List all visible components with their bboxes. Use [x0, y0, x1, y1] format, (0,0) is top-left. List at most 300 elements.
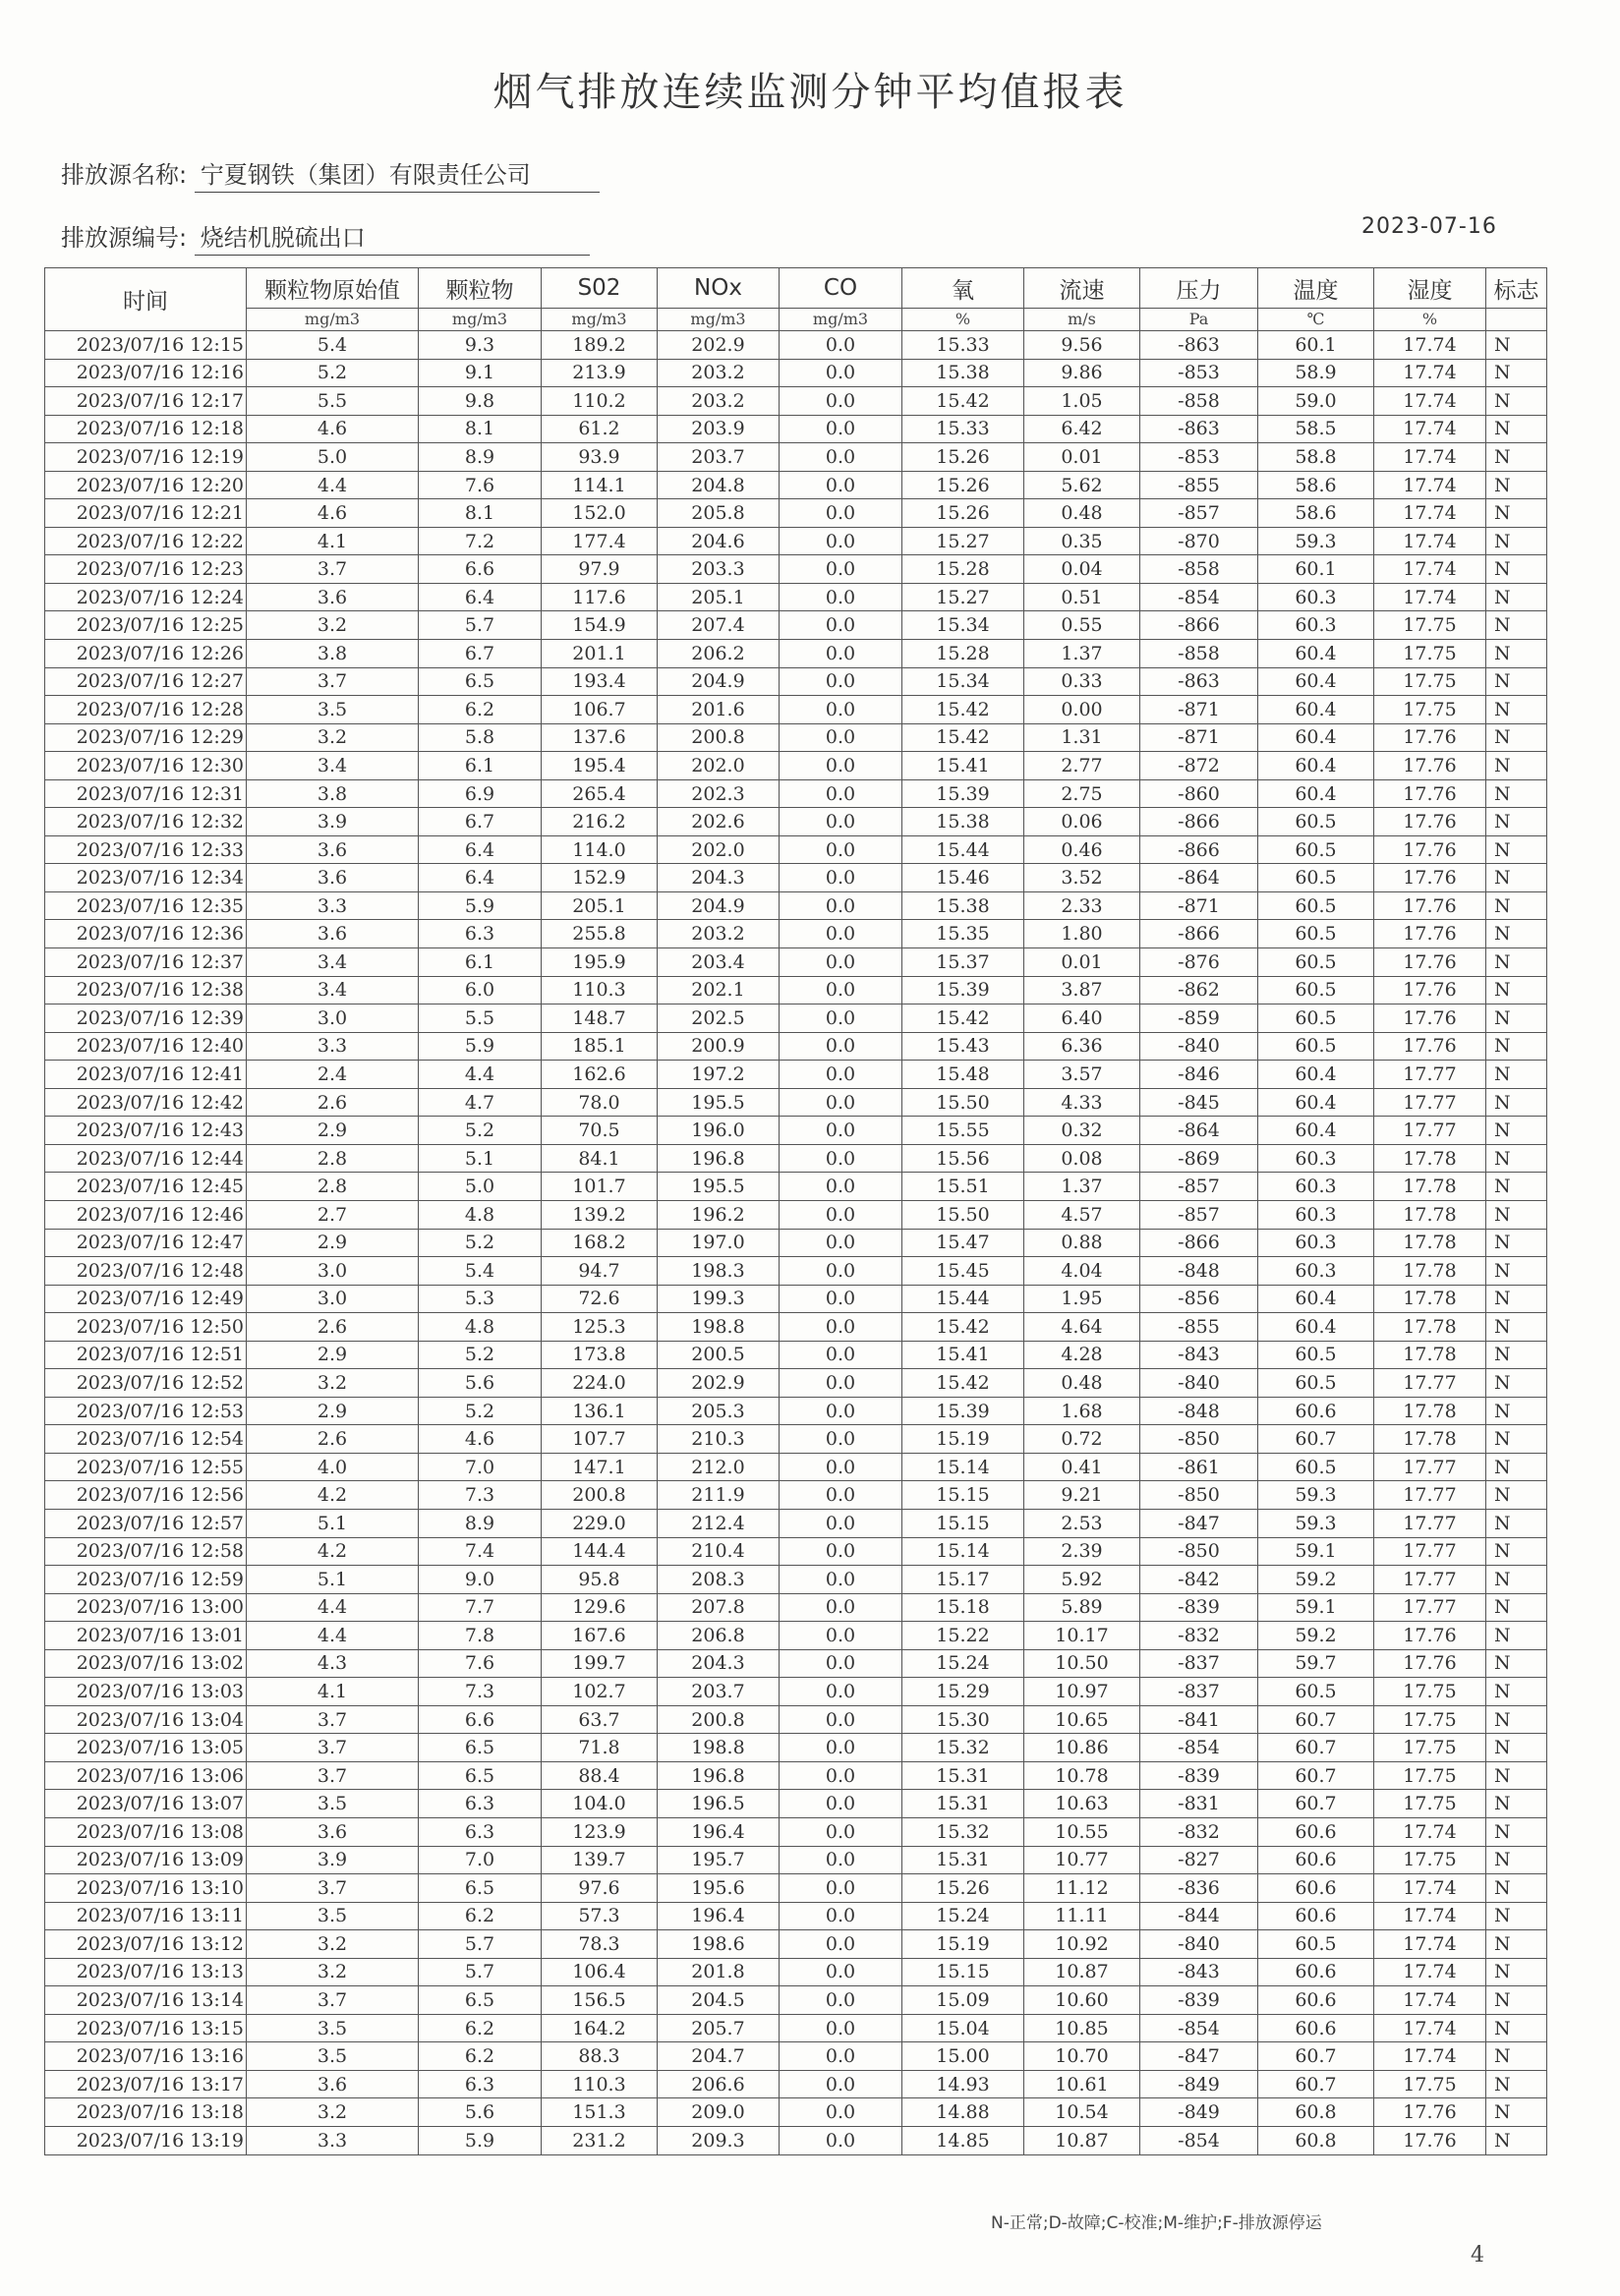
flag-cell: N: [1486, 1509, 1547, 1537]
value-cell: -853: [1140, 359, 1258, 387]
value-cell: 196.5: [658, 1790, 780, 1818]
value-cell: 2.7: [247, 1200, 419, 1229]
value-cell: 9.21: [1024, 1481, 1140, 1510]
value-cell: 173.8: [542, 1341, 658, 1369]
value-cell: -843: [1140, 1341, 1258, 1369]
value-cell: 4.6: [247, 415, 419, 443]
value-cell: -862: [1140, 976, 1258, 1004]
value-cell: 5.5: [247, 387, 419, 416]
value-cell: 3.6: [247, 835, 419, 864]
value-cell: 57.3: [542, 1902, 658, 1930]
value-cell: 17.76: [1374, 864, 1486, 892]
value-cell: 15.55: [902, 1117, 1024, 1145]
value-cell: 17.76: [1374, 808, 1486, 836]
value-cell: -843: [1140, 1958, 1258, 1986]
value-cell: 3.2: [247, 1958, 419, 1986]
value-cell: -849: [1140, 2098, 1258, 2127]
column-header: S02: [542, 268, 658, 309]
value-cell: 3.0: [247, 1004, 419, 1033]
value-cell: 17.75: [1374, 1734, 1486, 1762]
value-cell: 3.5: [247, 1790, 419, 1818]
value-cell: 137.6: [542, 723, 658, 752]
value-cell: 5.7: [419, 1958, 542, 1986]
value-cell: 203.2: [658, 359, 780, 387]
table-row: [45, 1930, 1547, 1959]
value-cell: 202.9: [658, 1369, 780, 1398]
value-cell: 2.53: [1024, 1509, 1140, 1537]
value-cell: 15.42: [902, 723, 1024, 752]
value-cell: 196.2: [658, 1200, 780, 1229]
value-cell: 0.0: [780, 835, 902, 864]
value-cell: 17.74: [1374, 359, 1486, 387]
value-cell: 206.2: [658, 640, 780, 668]
value-cell: 152.9: [542, 864, 658, 892]
time-cell: 2023/07/16 12:59: [45, 1566, 247, 1594]
value-cell: 1.31: [1024, 723, 1140, 752]
value-cell: 10.92: [1024, 1930, 1140, 1959]
table-row: [45, 1790, 1547, 1818]
value-cell: 58.5: [1258, 415, 1374, 443]
value-cell: -850: [1140, 1537, 1258, 1566]
value-cell: 199.7: [542, 1649, 658, 1678]
value-cell: 59.2: [1258, 1566, 1374, 1594]
value-cell: 3.2: [247, 1369, 419, 1398]
flag-cell: N: [1486, 1341, 1547, 1369]
value-cell: 15.50: [902, 1088, 1024, 1117]
value-cell: 196.4: [658, 1817, 780, 1846]
value-cell: 106.7: [542, 696, 658, 724]
value-cell: -866: [1140, 1229, 1258, 1257]
value-cell: 3.6: [247, 1817, 419, 1846]
value-cell: 60.6: [1258, 2014, 1374, 2042]
time-cell: 2023/07/16 12:40: [45, 1032, 247, 1061]
time-cell: 2023/07/16 12:30: [45, 752, 247, 780]
time-cell: 2023/07/16 12:27: [45, 667, 247, 696]
value-cell: 0.88: [1024, 1229, 1140, 1257]
value-cell: 5.2: [419, 1341, 542, 1369]
value-cell: 2.6: [247, 1425, 419, 1454]
value-cell: 17.78: [1374, 1397, 1486, 1425]
flag-cell: N: [1486, 1257, 1547, 1286]
value-cell: 6.5: [419, 667, 542, 696]
value-cell: 60.6: [1258, 1874, 1374, 1903]
flag-cell: N: [1486, 779, 1547, 808]
time-cell: 2023/07/16 12:44: [45, 1144, 247, 1173]
value-cell: 17.74: [1374, 1874, 1486, 1903]
value-cell: 204.5: [658, 1986, 780, 2015]
column-header: 颗粒物原始值: [247, 268, 419, 309]
value-cell: 15.26: [902, 471, 1024, 499]
value-cell: 60.6: [1258, 1846, 1374, 1874]
value-cell: 4.28: [1024, 1341, 1140, 1369]
flag-cell: N: [1486, 1088, 1547, 1117]
value-cell: 17.77: [1374, 1369, 1486, 1398]
value-cell: 17.74: [1374, 415, 1486, 443]
value-cell: 207.8: [658, 1593, 780, 1622]
column-unit: %: [1374, 309, 1486, 331]
value-cell: 211.9: [658, 1481, 780, 1510]
table-row: [45, 948, 1547, 977]
value-cell: 60.6: [1258, 1958, 1374, 1986]
value-cell: 7.0: [419, 1846, 542, 1874]
value-cell: 15.14: [902, 1537, 1024, 1566]
flag-cell: N: [1486, 583, 1547, 611]
value-cell: 0.48: [1024, 499, 1140, 528]
value-cell: 78.3: [542, 1930, 658, 1959]
value-cell: 0.55: [1024, 611, 1140, 640]
value-cell: 60.4: [1258, 1117, 1374, 1145]
flag-cell: N: [1486, 1790, 1547, 1818]
value-cell: 1.68: [1024, 1397, 1140, 1425]
value-cell: 114.0: [542, 835, 658, 864]
time-cell: 2023/07/16 12:42: [45, 1088, 247, 1117]
value-cell: 15.26: [902, 443, 1024, 472]
value-cell: 203.2: [658, 920, 780, 948]
value-cell: -847: [1140, 2042, 1258, 2071]
value-cell: 0.35: [1024, 527, 1140, 555]
flag-cell: N: [1486, 891, 1547, 920]
value-cell: 58.9: [1258, 359, 1374, 387]
time-cell: 2023/07/16 12:18: [45, 415, 247, 443]
value-cell: 7.8: [419, 1622, 542, 1650]
value-cell: 88.3: [542, 2042, 658, 2071]
value-cell: 17.74: [1374, 2014, 1486, 2042]
value-cell: 10.70: [1024, 2042, 1140, 2071]
value-cell: 15.32: [902, 1817, 1024, 1846]
value-cell: -863: [1140, 331, 1258, 360]
value-cell: 60.5: [1258, 1369, 1374, 1398]
flag-cell: N: [1486, 1705, 1547, 1734]
value-cell: 60.4: [1258, 667, 1374, 696]
value-cell: 17.74: [1374, 555, 1486, 584]
value-cell: 6.36: [1024, 1032, 1140, 1061]
value-cell: 17.74: [1374, 387, 1486, 416]
value-cell: 15.33: [902, 331, 1024, 360]
value-cell: 5.2: [419, 1397, 542, 1425]
value-cell: 3.5: [247, 2042, 419, 2071]
value-cell: 15.26: [902, 1874, 1024, 1903]
value-cell: 4.4: [247, 1593, 419, 1622]
value-cell: 0.0: [780, 2070, 902, 2098]
value-cell: 17.75: [1374, 667, 1486, 696]
value-cell: 10.50: [1024, 1649, 1140, 1678]
value-cell: 198.3: [658, 1257, 780, 1286]
value-cell: 15.42: [902, 1313, 1024, 1342]
value-cell: 5.2: [247, 359, 419, 387]
value-cell: 200.5: [658, 1341, 780, 1369]
value-cell: 4.33: [1024, 1088, 1140, 1117]
value-cell: 3.3: [247, 2127, 419, 2155]
value-cell: 17.74: [1374, 1930, 1486, 1959]
value-cell: 206.8: [658, 1622, 780, 1650]
value-cell: 15.24: [902, 1649, 1024, 1678]
value-cell: 9.0: [419, 1566, 542, 1594]
value-cell: 200.8: [658, 1705, 780, 1734]
value-cell: -870: [1140, 527, 1258, 555]
value-cell: 6.42: [1024, 415, 1140, 443]
table-row: [45, 1874, 1547, 1903]
flag-cell: N: [1486, 1481, 1547, 1510]
table-row: [45, 1705, 1547, 1734]
column-unit: ℃: [1258, 309, 1374, 331]
flag-cell: N: [1486, 1593, 1547, 1622]
value-cell: 3.5: [247, 2014, 419, 2042]
value-cell: 4.2: [247, 1481, 419, 1510]
value-cell: -839: [1140, 1986, 1258, 2015]
value-cell: 4.6: [247, 499, 419, 528]
column-unit: mg/m3: [658, 309, 780, 331]
value-cell: 3.5: [247, 696, 419, 724]
value-cell: 196.0: [658, 1117, 780, 1145]
value-cell: 3.6: [247, 920, 419, 948]
flag-cell: N: [1486, 1566, 1547, 1594]
value-cell: -854: [1140, 583, 1258, 611]
value-cell: 0.0: [780, 948, 902, 977]
value-cell: 60.5: [1258, 864, 1374, 892]
value-cell: 17.76: [1374, 2098, 1486, 2127]
value-cell: 60.8: [1258, 2098, 1374, 2127]
time-cell: 2023/07/16 12:22: [45, 527, 247, 555]
value-cell: 196.8: [658, 1144, 780, 1173]
value-cell: 14.93: [902, 2070, 1024, 2098]
value-cell: 15.19: [902, 1930, 1024, 1959]
value-cell: 17.75: [1374, 2070, 1486, 2098]
value-cell: 3.57: [1024, 1061, 1140, 1089]
value-cell: 208.3: [658, 1566, 780, 1594]
value-cell: 4.3: [247, 1649, 419, 1678]
value-cell: 5.9: [419, 891, 542, 920]
flag-cell: N: [1486, 331, 1547, 360]
value-cell: 0.0: [780, 1817, 902, 1846]
value-cell: 15.17: [902, 1566, 1024, 1594]
value-cell: 17.75: [1374, 640, 1486, 668]
column-header: 标志: [1486, 268, 1547, 309]
time-cell: 2023/07/16 13:16: [45, 2042, 247, 2071]
time-cell: 2023/07/16 12:20: [45, 471, 247, 499]
value-cell: 5.3: [419, 1285, 542, 1313]
value-cell: 70.5: [542, 1117, 658, 1145]
header-row: [45, 268, 1547, 309]
value-cell: 3.4: [247, 752, 419, 780]
value-cell: 0.0: [780, 864, 902, 892]
value-cell: 6.7: [419, 640, 542, 668]
value-cell: 15.41: [902, 1341, 1024, 1369]
value-cell: -827: [1140, 1846, 1258, 1874]
value-cell: 204.9: [658, 891, 780, 920]
value-cell: 0.0: [780, 1593, 902, 1622]
value-cell: 8.9: [419, 443, 542, 472]
value-cell: 202.5: [658, 1004, 780, 1033]
value-cell: 15.42: [902, 387, 1024, 416]
value-cell: 209.0: [658, 2098, 780, 2127]
value-cell: 0.0: [780, 1705, 902, 1734]
column-unit: mg/m3: [419, 309, 542, 331]
column-header: 湿度: [1374, 268, 1486, 309]
time-cell: 2023/07/16 13:01: [45, 1622, 247, 1650]
value-cell: 0.01: [1024, 948, 1140, 977]
value-cell: 167.6: [542, 1622, 658, 1650]
table-row: [45, 331, 1547, 360]
value-cell: 17.74: [1374, 331, 1486, 360]
flag-cell: N: [1486, 1369, 1547, 1398]
table-row: [45, 471, 1547, 499]
value-cell: 60.6: [1258, 1817, 1374, 1846]
table-row: [45, 1734, 1547, 1762]
value-cell: 4.1: [247, 1678, 419, 1706]
value-cell: 185.1: [542, 1032, 658, 1061]
time-cell: 2023/07/16 12:48: [45, 1257, 247, 1286]
time-cell: 2023/07/16 12:28: [45, 696, 247, 724]
value-cell: 11.12: [1024, 1874, 1140, 1903]
table-row: [45, 1566, 1547, 1594]
value-cell: 6.4: [419, 583, 542, 611]
time-cell: 2023/07/16 12:29: [45, 723, 247, 752]
value-cell: 0.72: [1024, 1425, 1140, 1454]
value-cell: 3.7: [247, 1734, 419, 1762]
time-cell: 2023/07/16 12:34: [45, 864, 247, 892]
value-cell: 60.7: [1258, 2042, 1374, 2071]
value-cell: 0.0: [780, 1537, 902, 1566]
value-cell: -863: [1140, 415, 1258, 443]
page-number: 4: [1471, 2243, 1484, 2267]
value-cell: 17.77: [1374, 1566, 1486, 1594]
value-cell: 195.5: [658, 1173, 780, 1201]
value-cell: 0.0: [780, 1257, 902, 1286]
time-cell: 2023/07/16 12:45: [45, 1173, 247, 1201]
value-cell: 15.15: [902, 1481, 1024, 1510]
time-cell: 2023/07/16 12:50: [45, 1313, 247, 1342]
value-cell: 17.76: [1374, 948, 1486, 977]
value-cell: 58.6: [1258, 499, 1374, 528]
time-cell: 2023/07/16 13:05: [45, 1734, 247, 1762]
value-cell: -858: [1140, 555, 1258, 584]
value-cell: 0.0: [780, 1649, 902, 1678]
time-cell: 2023/07/16 12:17: [45, 387, 247, 416]
value-cell: 60.5: [1258, 1930, 1374, 1959]
value-cell: 4.4: [247, 471, 419, 499]
value-cell: 0.0: [780, 1734, 902, 1762]
value-cell: 5.6: [419, 1369, 542, 1398]
value-cell: 5.92: [1024, 1566, 1140, 1594]
value-cell: 10.63: [1024, 1790, 1140, 1818]
value-cell: 0.0: [780, 1566, 902, 1594]
value-cell: 2.77: [1024, 752, 1140, 780]
flag-cell: N: [1486, 920, 1547, 948]
table-row: [45, 920, 1547, 948]
value-cell: 5.62: [1024, 471, 1140, 499]
value-cell: 0.0: [780, 1032, 902, 1061]
value-cell: 205.1: [542, 891, 658, 920]
value-cell: 0.0: [780, 1004, 902, 1033]
value-cell: 7.6: [419, 471, 542, 499]
value-cell: -869: [1140, 1144, 1258, 1173]
time-cell: 2023/07/16 13:11: [45, 1902, 247, 1930]
value-cell: 1.95: [1024, 1285, 1140, 1313]
value-cell: 162.6: [542, 1061, 658, 1089]
value-cell: 63.7: [542, 1705, 658, 1734]
value-cell: 15.00: [902, 2042, 1024, 2071]
value-cell: 3.2: [247, 1930, 419, 1959]
value-cell: 3.6: [247, 2070, 419, 2098]
value-cell: -855: [1140, 471, 1258, 499]
value-cell: 60.5: [1258, 948, 1374, 977]
column-header: CO: [780, 268, 902, 309]
value-cell: 15.39: [902, 1397, 1024, 1425]
value-cell: 59.0: [1258, 387, 1374, 416]
table-row: [45, 1173, 1547, 1201]
table-row: [45, 527, 1547, 555]
value-cell: 58.8: [1258, 443, 1374, 472]
value-cell: 0.0: [780, 640, 902, 668]
value-cell: 17.74: [1374, 443, 1486, 472]
value-cell: 17.74: [1374, 2042, 1486, 2071]
flag-cell: N: [1486, 1313, 1547, 1342]
value-cell: 5.0: [247, 443, 419, 472]
flag-cell: N: [1486, 1117, 1547, 1145]
value-cell: 17.74: [1374, 1902, 1486, 1930]
time-cell: 2023/07/16 12:43: [45, 1117, 247, 1145]
value-cell: 60.5: [1258, 835, 1374, 864]
value-cell: 3.52: [1024, 864, 1140, 892]
value-cell: 17.74: [1374, 1958, 1486, 1986]
value-cell: 15.04: [902, 2014, 1024, 2042]
table-row: [45, 779, 1547, 808]
table-row: [45, 752, 1547, 780]
value-cell: 202.0: [658, 835, 780, 864]
value-cell: 15.42: [902, 1004, 1024, 1033]
value-cell: 15.34: [902, 667, 1024, 696]
table-row: [45, 1200, 1547, 1229]
time-cell: 2023/07/16 13:12: [45, 1930, 247, 1959]
flag-cell: N: [1486, 1846, 1547, 1874]
value-cell: -844: [1140, 1902, 1258, 1930]
value-cell: 0.0: [780, 1453, 902, 1481]
value-cell: 60.4: [1258, 1061, 1374, 1089]
value-cell: 3.7: [247, 1874, 419, 1903]
value-cell: -863: [1140, 667, 1258, 696]
table-row: [45, 2098, 1547, 2127]
value-cell: 6.1: [419, 752, 542, 780]
flag-cell: N: [1486, 2098, 1547, 2127]
value-cell: 212.0: [658, 1453, 780, 1481]
value-cell: 10.85: [1024, 2014, 1140, 2042]
value-cell: 3.8: [247, 640, 419, 668]
time-cell: 2023/07/16 13:08: [45, 1817, 247, 1846]
value-cell: -840: [1140, 1032, 1258, 1061]
value-cell: -856: [1140, 1285, 1258, 1313]
value-cell: 17.76: [1374, 1649, 1486, 1678]
value-cell: 6.3: [419, 1817, 542, 1846]
value-cell: 15.43: [902, 1032, 1024, 1061]
table-row: [45, 808, 1547, 836]
value-cell: 6.2: [419, 2042, 542, 2071]
value-cell: 3.4: [247, 948, 419, 977]
value-cell: 3.0: [247, 1285, 419, 1313]
value-cell: 60.4: [1258, 640, 1374, 668]
value-cell: 205.8: [658, 499, 780, 528]
value-cell: 202.0: [658, 752, 780, 780]
value-cell: 196.8: [658, 1761, 780, 1790]
value-cell: 15.32: [902, 1734, 1024, 1762]
value-cell: 60.3: [1258, 1229, 1374, 1257]
table-row: [45, 1061, 1547, 1089]
value-cell: 216.2: [542, 808, 658, 836]
flag-cell: N: [1486, 1902, 1547, 1930]
value-cell: 17.77: [1374, 1481, 1486, 1510]
value-cell: 4.6: [419, 1425, 542, 1454]
value-cell: 0.0: [780, 891, 902, 920]
time-cell: 2023/07/16 13:14: [45, 1986, 247, 2015]
